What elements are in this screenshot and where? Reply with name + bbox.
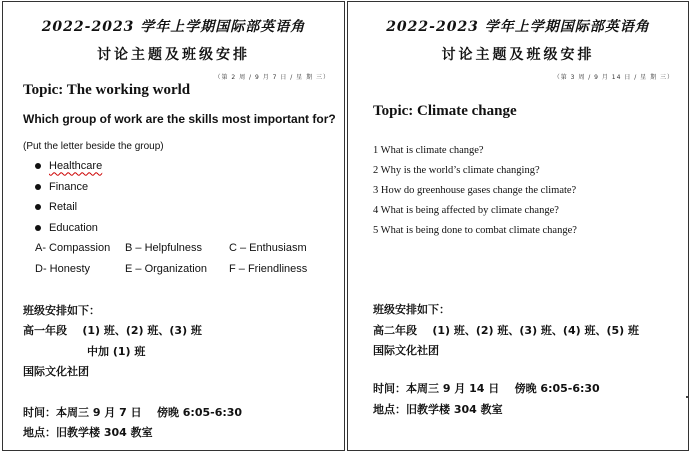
- sino-canada-class: 中加 (1) 班: [87, 345, 146, 358]
- skills-row: [35, 238, 307, 259]
- bullet-icon: [35, 163, 41, 169]
- bullet-icon: [35, 184, 41, 190]
- list-item: 5 What is being done to combat climate change?: [373, 224, 577, 236]
- page-week-2: [2, 1, 345, 451]
- meeting-time: 时间：本周三 9 月 7 日 傍晚 6:05-6:30: [23, 406, 243, 419]
- document-subtitle: 讨论主题及班级安排: [97, 47, 250, 63]
- week-date-note: （第 2 周 / 9 月 7 日 / 星 期 三）: [214, 74, 330, 81]
- skill-option: E – Organization: [125, 262, 207, 275]
- skill-option: D- Honesty: [35, 262, 91, 275]
- list-item: 3 How do greenhouse gases change the climate?: [373, 184, 577, 196]
- page-week-3: [347, 1, 689, 451]
- group-label: Healthcare: [49, 160, 103, 173]
- list-item: 4 What is being affected by climate change?: [373, 204, 559, 216]
- list-item: [35, 156, 102, 177]
- list-item: 2 Why is the world’s climate changing?: [373, 164, 540, 176]
- document-subtitle: 讨论主题及班级安排: [441, 47, 595, 63]
- bullet-icon: [35, 204, 41, 210]
- week-date-note: （第 3 周 / 9 月 14 日 / 星 期 三）: [553, 74, 674, 81]
- meeting-place: 地点：旧教学楼 304 教室: [23, 426, 153, 439]
- list-item: [35, 218, 102, 239]
- topic-heading: Topic: Climate change: [373, 103, 517, 119]
- skill-option: C – Enthusiasm: [229, 242, 307, 255]
- group-label: Retail: [49, 201, 78, 214]
- work-group-list: [35, 156, 102, 238]
- instruction-text: (Put the letter beside the group): [23, 141, 164, 152]
- club-name: 国际文化社团: [373, 344, 439, 357]
- arrangement-heading: 班级安排如下：: [23, 304, 100, 317]
- skills-row: [35, 259, 307, 280]
- skill-option: B – Helpfulness: [125, 242, 203, 255]
- margin-mark: [686, 396, 688, 398]
- meeting-time: 时间：本周三 9 月 14 日 傍晚 6:05-6:30: [373, 382, 600, 395]
- discussion-question-list: [373, 140, 577, 240]
- skill-option: F – Friendliness: [229, 262, 308, 275]
- skill-option: A- Compassion: [35, 242, 111, 255]
- meeting-place: 地点：旧教学楼 304 教室: [373, 403, 503, 416]
- group-label: Finance: [49, 180, 89, 193]
- list-item: [35, 177, 102, 198]
- grade-classes: 高二年段 (1) 班、(2) 班、(3) 班、(4) 班、(5) 班: [373, 324, 640, 337]
- list-item: [35, 197, 102, 218]
- document-title: 2022-2023 学年上学期国际部英语角: [41, 19, 306, 35]
- list-item: 1 What is climate change?: [373, 144, 484, 156]
- bullet-icon: [35, 225, 41, 231]
- arrangement-heading: 班级安排如下：: [373, 303, 450, 316]
- group-label: Education: [49, 221, 98, 234]
- skills-list: [35, 238, 307, 279]
- club-name: 国际文化社团: [23, 365, 89, 378]
- topic-heading: Topic: The working world: [23, 82, 191, 98]
- discussion-question: Which group of work are the skills most important for?: [23, 112, 336, 126]
- grade-classes: 高一年段 (1) 班、(2) 班、(3) 班: [23, 324, 202, 337]
- document-title: 2022-2023 学年上学期国际部英语角: [386, 19, 650, 35]
